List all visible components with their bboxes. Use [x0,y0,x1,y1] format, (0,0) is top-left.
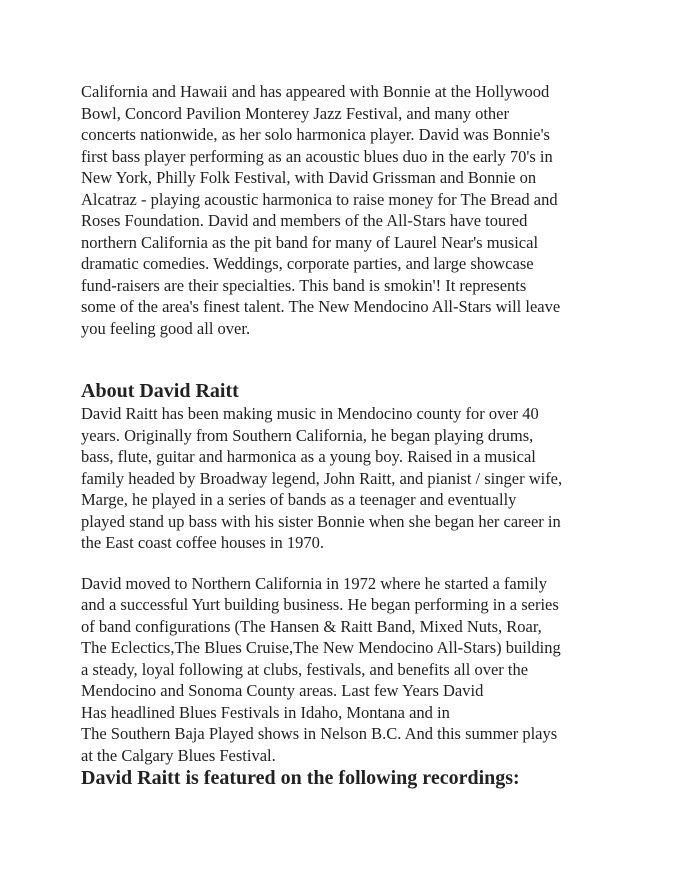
text-line: Marge, he played in a series of bands as a teenager and eventually [81,490,517,509]
text-line: Alcatraz - playing acoustic harmonica to raise money for The Bread and [81,189,558,209]
text-line: The Southern Baja Played shows in Nelson B.C. And this summer plays [81,724,558,743]
paragraph-career [81,573,611,767]
text-line: fund-raisers are their specialties. This band is smokin'! It represents [81,275,527,295]
text-line: the East coast coffee houses in 1970. [81,533,325,552]
text-line: California and Hawaii and has appeared with Bonnie at the Hollywood [81,82,550,101]
text-line: Bowl, Concord Pavilion Monterey Jazz Festival, and many other [81,103,510,123]
text-line: Mendocino and Sonoma County areas. Last few Years David [81,681,484,700]
text-line: some of the area's finest talent. The New Mendocino All-Stars will leave [81,297,561,316]
section-heading-recordings: David Raitt is featured on the following recordings: [81,767,520,789]
text-line: David Raitt has been making music in Mendocino county for over 40 [81,404,539,423]
text-line: dramatic comedies. Weddings, corporate parties, and large showcase [81,254,534,273]
text-line: concerts nationwide, as her solo harmonica player. David was Bonnie's [81,125,550,144]
text-line: at the Calgary Blues Festival. [81,745,276,765]
text-line: Has headlined Blues Festivals in Idaho, Montana and in [81,702,450,722]
text-line: played stand up bass with his sister Bonnie when she began her career in [81,511,561,531]
text-line: a steady, loyal following at clubs, festivals, and benefits all over the [81,659,529,679]
text-line: first bass player performing as an acoustic blues duo in the early 70's in [81,146,553,166]
document-page [81,81,611,790]
section-heading-about: About David Raitt [81,380,239,402]
paragraph-band-history [81,81,611,339]
paragraph-biography [81,403,611,554]
text-line: David moved to Northern California in 1972 where he started a family [81,573,547,593]
text-line: and a successful Yurt building business. He began performing in a series [81,595,559,614]
text-line: you feeling good all over. [81,318,251,338]
text-line: northern California as the pit band for many of Laurel Near's musical [81,232,539,252]
text-line: of band configurations (The Hansen & Raitt Band, Mixed Nuts, Roar, [81,616,542,636]
text-line: New York, Philly Folk Festival, with David Grissman and Bonnie on [81,168,537,187]
text-line: family headed by Broadway legend, John Raitt, and pianist / singer wife, [81,468,563,488]
text-line: bass, flute, guitar and harmonica as a young boy. Raised in a musical [81,447,536,466]
text-line: The Eclectics,The Blues Cruise,The New Mendocino All-Stars) building [81,638,561,657]
text-line: years. Originally from Southern California, he began playing drums, [81,425,534,445]
text-line: Roses Foundation. David and members of the All-Stars have toured [81,211,528,230]
